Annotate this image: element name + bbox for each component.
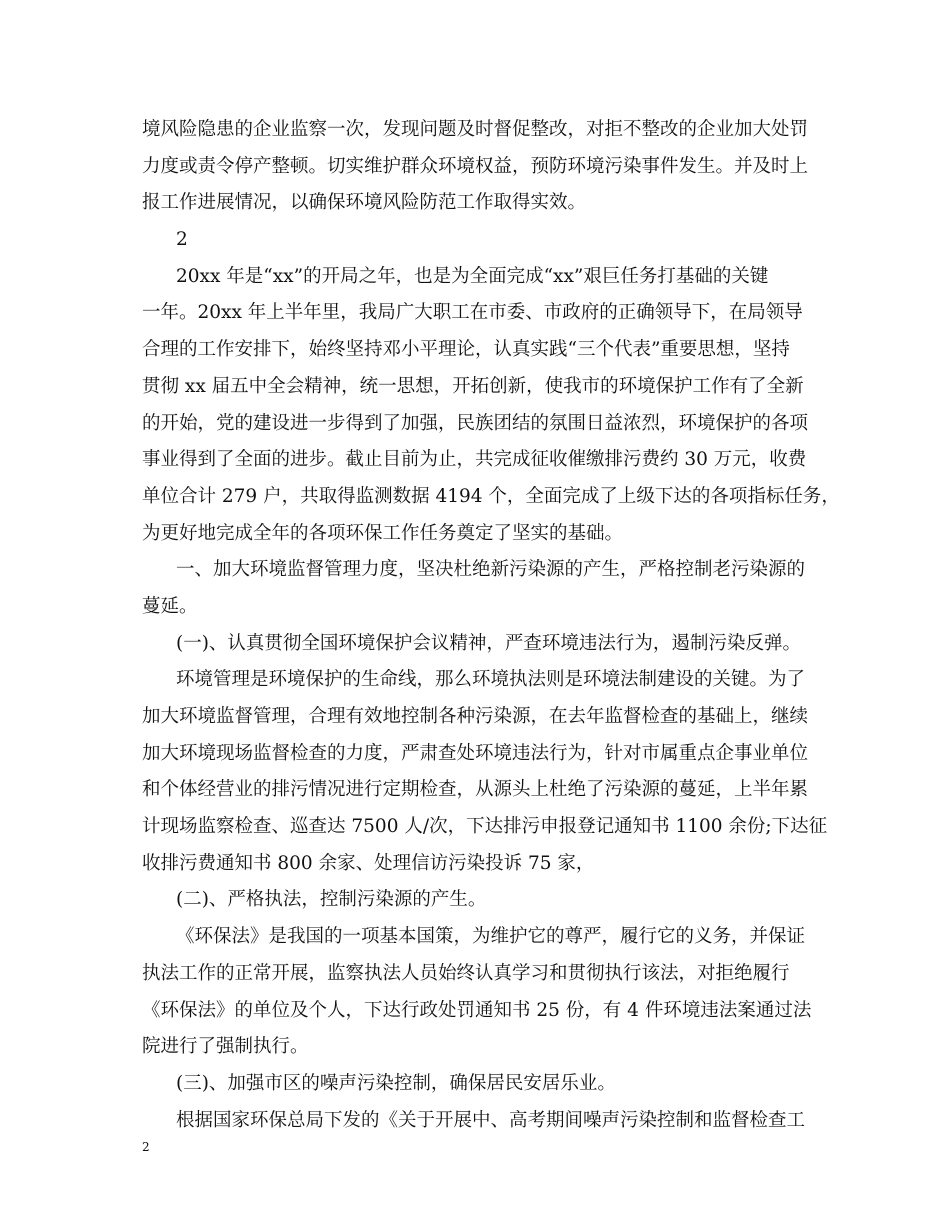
body-text xyxy=(142,112,840,1139)
text-line: 贯彻 xx 届五中全会精神，统一思想，开拓创新，使我市的环境保护工作有了全新 xyxy=(142,375,804,397)
text-line: 境风险隐患的企业监察一次，发现问题及时督促整改，对拒不整改的企业加大处罚 xyxy=(142,119,809,140)
text-line: 计现场监察检查、巡查达 7500 人/次，下达排污申报登记通知书 1100 余份;下达征 xyxy=(142,816,828,838)
text-line: 20xx 年是“xx”的开局之年，也是为全面完成“xx”艰巨任务打基础的关键 xyxy=(176,265,769,287)
text-line: 加大环境监督管理，合理有效地控制各种污染源，在去年监督检查的基础上，继续 xyxy=(142,706,809,727)
text-line: 一年。20xx 年上半年里，我局广大职工在市委、市政府的正确领导下，在局领导 xyxy=(142,302,803,324)
text-line: 力度或责令停产整顿。切实维护群众环境权益，预防环境污染事件发生。并及时上 xyxy=(142,155,809,177)
text-line: 院进行了强制执行。 xyxy=(142,1036,309,1058)
text-line: 单位合计 279 户，共取得监测数据 4194 个，全面完成了上级下达的各项指标任务， xyxy=(142,485,840,507)
text-line: 报工作进展情况，以确保环境风险防范工作取得实效。 xyxy=(142,192,587,214)
text-line: 加大环境现场监督检查的力度，严肃查处环境违法行为，针对市属重点企事业单位 xyxy=(142,742,809,764)
page-number: 2 xyxy=(142,1140,150,1154)
text-line: 根据国家环保总局下发的《关于开展中、高考期间噪声污染控制和监督检查工 xyxy=(176,1109,806,1131)
text-line: 为更好地完成全年的各项环保工作任务奠定了坚实的基础。 xyxy=(142,522,624,544)
text-line: 的开始，党的建设进一步得到了加强，民族团结的氛围日益浓烈，环境保护的各项 xyxy=(142,412,809,434)
subsection-heading: (二)、严格执法，控制污染源的产生。 xyxy=(176,889,487,911)
text-line: 执法工作的正常开展，监察执法人员始终认真学习和贯彻执行该法，对拒绝履行 xyxy=(142,962,790,984)
text-line: 合理的工作安排下，始终坚持邓小平理论，认真实践“三个代表”重要思想，坚持 xyxy=(142,339,790,361)
text-line: 《环保法》是我国的一项基本国策，为维护它的尊严，履行它的义务，并保证 xyxy=(176,926,806,948)
subsection-heading: (一)、认真贯彻全国环境保护会议精神，严查环境违法行为，遏制污染反弹。 xyxy=(176,632,801,654)
text-line: 环境管理是环境保护的生命线，那么环境执法则是环境法制建设的关键。为了 xyxy=(176,669,806,691)
section-number: 2 xyxy=(176,229,188,251)
text-line: 收排污费通知书 800 余家、处理信访污染投诉 75 家， xyxy=(142,852,595,874)
section-heading: 一、加大环境监督管理力度，坚决杜绝新污染源的产生，严格控制老污染源的 xyxy=(176,559,806,581)
text-line: 《环保法》的单位及个人，下达行政处罚通知书 25 份，有 4 件环境违法案通过法 xyxy=(142,999,812,1021)
section-heading-continued: 蔓延。 xyxy=(142,595,198,617)
subsection-heading: (三)、加强市区的噪声污染控制，确保居民安居乐业。 xyxy=(176,1072,616,1094)
text-line: 和个体经营业的排污情况进行定期检查，从源头上杜绝了污染源的蔓延，上半年累 xyxy=(142,779,809,801)
text-line: 事业得到了全面的进步。截止目前为止，共完成征收催缴排污费约 30 万元，收费 xyxy=(142,449,807,471)
